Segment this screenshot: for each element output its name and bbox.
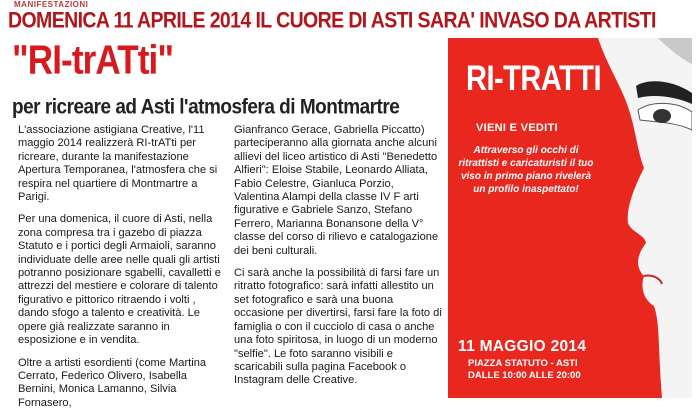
poster-place: PIAZZA STATUTO - ASTI (468, 358, 578, 369)
paragraph: Oltre a artisti esordienti (come Martina Cerrato, Federico Olivero, Isabella Bernini, Monica Lamanno, Silvia Fornasero, (18, 356, 207, 409)
article-subtitle: per ricreare ad Asti l'atmosfera di Montmartre (12, 96, 400, 120)
poster-title: RI-TRATTI (466, 60, 602, 99)
paragraph: Per una domenica, il cuore di Asti, nella zona compresa tra i gazebo di piazza Statuto e i portici degli Armaioli, saranno individuate delle aree nelle quali gli artisti potranno posizionare sgabelli, cavalletti e attrezzi del mestiere e colorare di talento figurativo e pittorico ritraendo i volti , dando sfogo a talento e creatività. Le opere già realizzate saranno in esposizione e in vendita. (18, 213, 221, 347)
poster-tagline: VIENI E VEDITI (476, 122, 558, 134)
event-poster (448, 38, 692, 398)
article-title: "RI-trATti" (12, 38, 174, 84)
article-column-1 (18, 124, 223, 419)
article-column-2 (234, 124, 442, 397)
paragraph: L'associazione astigiana Creative, l'11 maggio 2014 realizzerà RI-trATti per ricreare, durante la manifestazione Apertura Temporanea, l'atmosfera che si respira nel quartiere di Montmartre a Parigi. (18, 124, 218, 204)
paragraph: Ci sarà anche la possibilità di farsi fare un ritratto fotografico: sarà infatti allestito un set fotografico e sarà una buona occasione per divertirsi, farsi fare la foto di famiglia o con il cucciolo di casa o anche una foto spiritosa, in luogo di un moderno "selfie". Le foto saranno visibili e scaricabili sulla pagina Facebook o Instagram delle Creative. (234, 267, 442, 387)
paragraph: Gianfranco Gerace, Gabriella Piccatto) parteciperanno alla giornata anche alcuni allievi del liceo artistico di Asti "Benedetto Alfieri": Eloise Stabile, Leonardo Alliata, Fabio Celestre, Gianluca Porzio, Valentina Alampi della classe IV F arti figurative e Gabriele Sanzo, Stefano Ferrero, Marianna Bonansone della V° classe del corso di rilievo e catalogazione dei beni culturali. (234, 124, 439, 257)
section-label: MANIFESTAZIONI (14, 0, 89, 9)
headline: DOMENICA 11 APRILE 2014 IL CUORE DI ASTI SARA' INVASO DA ARTISTI (8, 8, 656, 34)
poster-slogan: Attraverso gli occhi di ritrattisti e caricaturisti il tuo viso in primo piano rivelerà un profilo inaspettato! (458, 145, 594, 195)
poster-hours: DALLE 10:00 ALLE 20:00 (468, 370, 581, 381)
poster-date: 11 MAGGIO 2014 (458, 338, 587, 355)
